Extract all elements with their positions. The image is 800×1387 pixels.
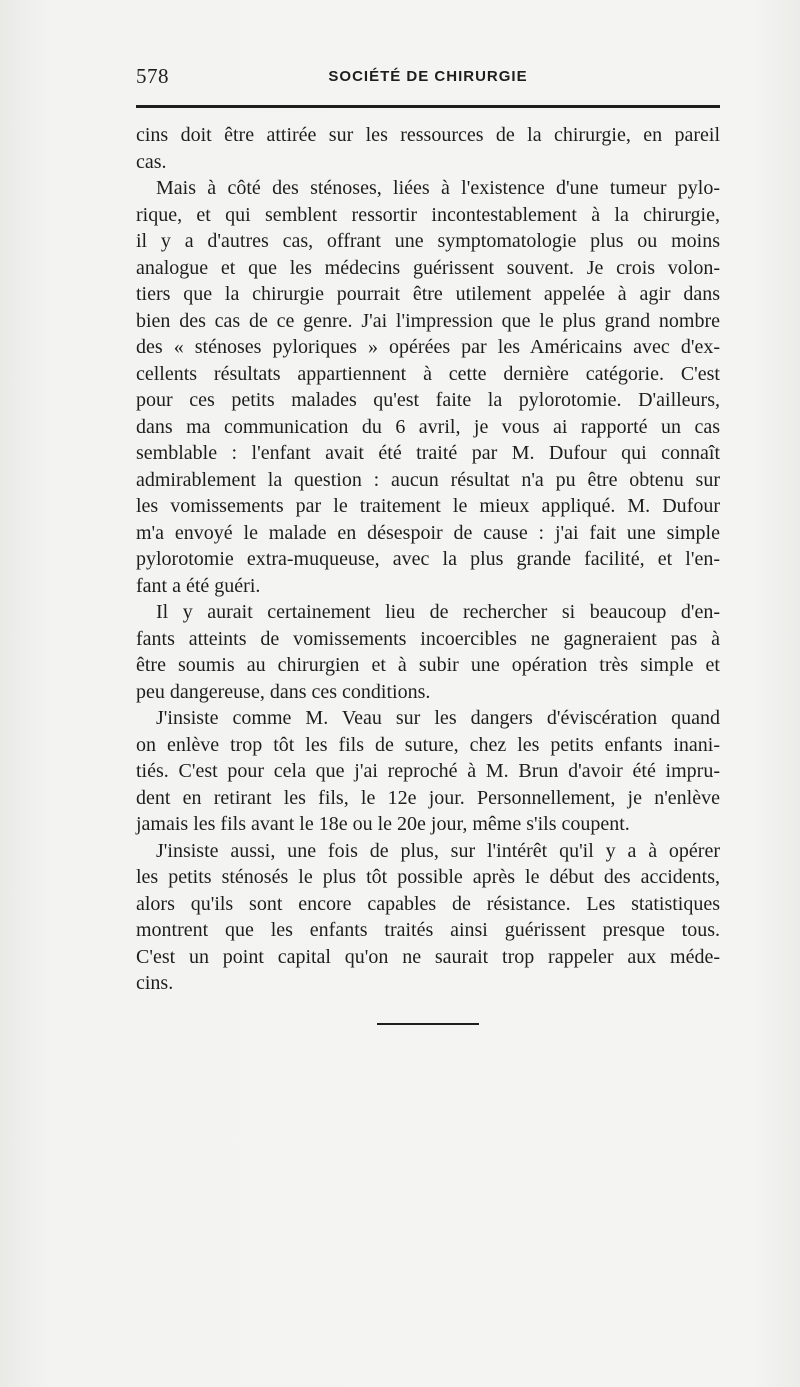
text-line: semblable : l'enfant avait été traité par M. Dufour qui connaît xyxy=(136,442,720,464)
text-line: cins doit être attirée sur les ressources de la chirurgie, en pareil xyxy=(136,124,720,146)
text-line: on enlève trop tôt les fils de suture, chez les petits enfants inani- xyxy=(136,733,720,756)
text-line: admirablement la question : aucun résultat n'a pu être obtenu sur xyxy=(136,468,720,491)
text-line: peu dangereuse, dans ces conditions. xyxy=(136,680,431,703)
text-line: C'est un point capital qu'on ne saurait trop rappeler aux méde- xyxy=(136,945,720,968)
text-line: Mais à côté des sténoses, liées à l'existence d'une tumeur pylo- xyxy=(156,177,720,199)
text-line: m'a envoyé le malade en désespoir de cause : j'ai fait une simple xyxy=(136,521,720,544)
text-line: il y a d'autres cas, offrant une symptomatologie plus ou moins xyxy=(136,230,720,252)
page-number: 578 xyxy=(136,64,169,88)
text-line: jamais les fils avant le 18e ou le 20e jour, même s'ils coupent. xyxy=(136,813,630,835)
text-line: des « sténoses pyloriques » opérées par les Américains avec d'ex- xyxy=(136,336,720,358)
text-line: rique, et qui semblent ressortir incontestablement à la chirurgie, xyxy=(136,203,720,226)
text-line: être soumis au chirurgien et à subir une opération très simple et xyxy=(136,654,720,676)
text-line: cellents résultats appartiennent à cette dernière catégorie. C'est xyxy=(136,362,720,385)
page-header xyxy=(136,62,720,92)
text-line: cas. xyxy=(136,150,167,173)
text-line: dans ma communication du 6 avril, je vous ai rapporté un cas xyxy=(136,415,720,438)
text-line: pylorotomie extra-muqueuse, avec la plus grande facilité, et l'en- xyxy=(136,548,720,570)
text-line: les petits sténosés le plus tôt possible après le début des accidents, xyxy=(136,866,720,888)
text-line: tiés. C'est pour cela que j'ai reproché à M. Brun d'avoir été impru- xyxy=(136,760,720,782)
text-line: dent en retirant les fils, le 12e jour. Personnellement, je n'enlève xyxy=(136,786,720,809)
text-line: cins. xyxy=(136,972,174,994)
text-line: J'insiste comme M. Veau sur les dangers d'éviscération quand xyxy=(156,707,720,729)
text-line: analogue et que les médecins guérissent souvent. Je crois volon- xyxy=(136,256,720,279)
running-head: SOCIÉTÉ DE CHIRURGIE xyxy=(328,68,528,85)
text-line: fant a été guéri. xyxy=(136,574,261,597)
end-rule xyxy=(377,1023,479,1025)
text-line: Il y aurait certainement lieu de rechercher si beaucoup d'en- xyxy=(156,601,720,623)
text-line: montrent que les enfants traités ainsi guérissent presque tous. xyxy=(136,919,720,941)
header-rule xyxy=(136,105,720,108)
text-line: fants atteints de vomissements incoercibles ne gagneraient pas à xyxy=(136,627,720,650)
text-line: alors qu'ils sont encore capables de résistance. Les statistiques xyxy=(136,892,720,915)
text-line: les vomissements par le traitement le mieux appliqué. M. Dufour xyxy=(136,495,720,517)
body-text xyxy=(136,122,720,997)
text-line: tiers que la chirurgie pourrait être utilement appelée à agir dans xyxy=(136,283,720,305)
text-line: pour ces petits malades qu'est faite la pylorotomie. D'ailleurs, xyxy=(136,389,720,411)
text-line: bien des cas de ce genre. J'ai l'impression que le plus grand nombre xyxy=(136,309,720,332)
text-line: J'insiste aussi, une fois de plus, sur l'intérêt qu'il y a à opérer xyxy=(156,839,720,862)
